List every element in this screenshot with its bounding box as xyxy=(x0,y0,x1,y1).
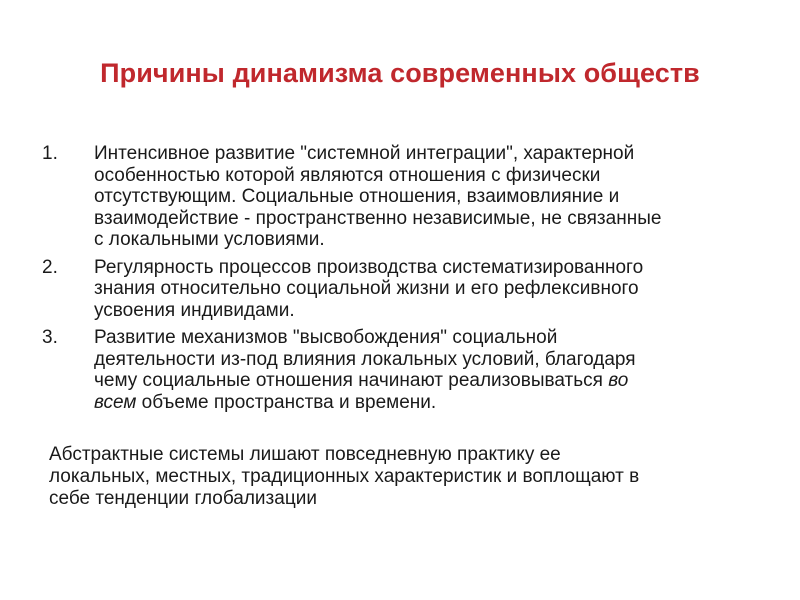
text-line: Развитие механизмов "высвобождения" социальной xyxy=(94,327,558,348)
text-line: Интенсивное развитие "системной интеграции", характерной xyxy=(94,143,635,164)
summary-line: себе тенденции глобализации xyxy=(49,488,317,509)
text-line: Регулярность процессов производства систематизированного xyxy=(94,256,644,278)
text-fragment: объеме пространства и времени. xyxy=(136,391,437,413)
text-line: взаимодействие - пространственно независимые, не связанные xyxy=(94,207,662,229)
italic-fragment: во xyxy=(608,370,629,391)
summary-line: Абстрактные системы лишают повседневную практику ее xyxy=(49,444,561,465)
list-item xyxy=(42,327,742,413)
text-line xyxy=(94,392,742,414)
list-item-text xyxy=(94,257,742,322)
text-line: знания относительно социальной жизни и его рефлексивного xyxy=(94,278,639,299)
text-line: с локальными условиями. xyxy=(94,229,325,250)
list-item xyxy=(42,143,742,251)
text-line: усвоения индивидами. xyxy=(94,299,295,321)
text-line: деятельности из-под влияния локальных условий, благодаря xyxy=(94,348,636,370)
text-fragment: чему социальные отношения начинают реализовываться xyxy=(94,370,609,391)
slide-title: Причины динамизма современных обществ xyxy=(100,58,700,88)
list-item-text xyxy=(94,143,742,251)
summary-paragraph xyxy=(49,444,759,510)
list-item xyxy=(42,257,742,322)
causes-list xyxy=(42,143,742,419)
list-item-text xyxy=(94,327,742,413)
list-item-number: 3. xyxy=(42,327,58,348)
text-line: отсутствующим. Социальные отношения, взаимовлияние и xyxy=(94,186,620,207)
list-item-number: 1. xyxy=(42,143,58,164)
italic-fragment: всем xyxy=(94,391,137,413)
text-line xyxy=(94,370,742,392)
list-item-number: 2. xyxy=(42,256,58,278)
summary-line: локальных, местных, традиционных характеристик и воплощают в xyxy=(49,466,640,487)
text-line: особенностью которой являются отношения с физически xyxy=(94,164,601,186)
